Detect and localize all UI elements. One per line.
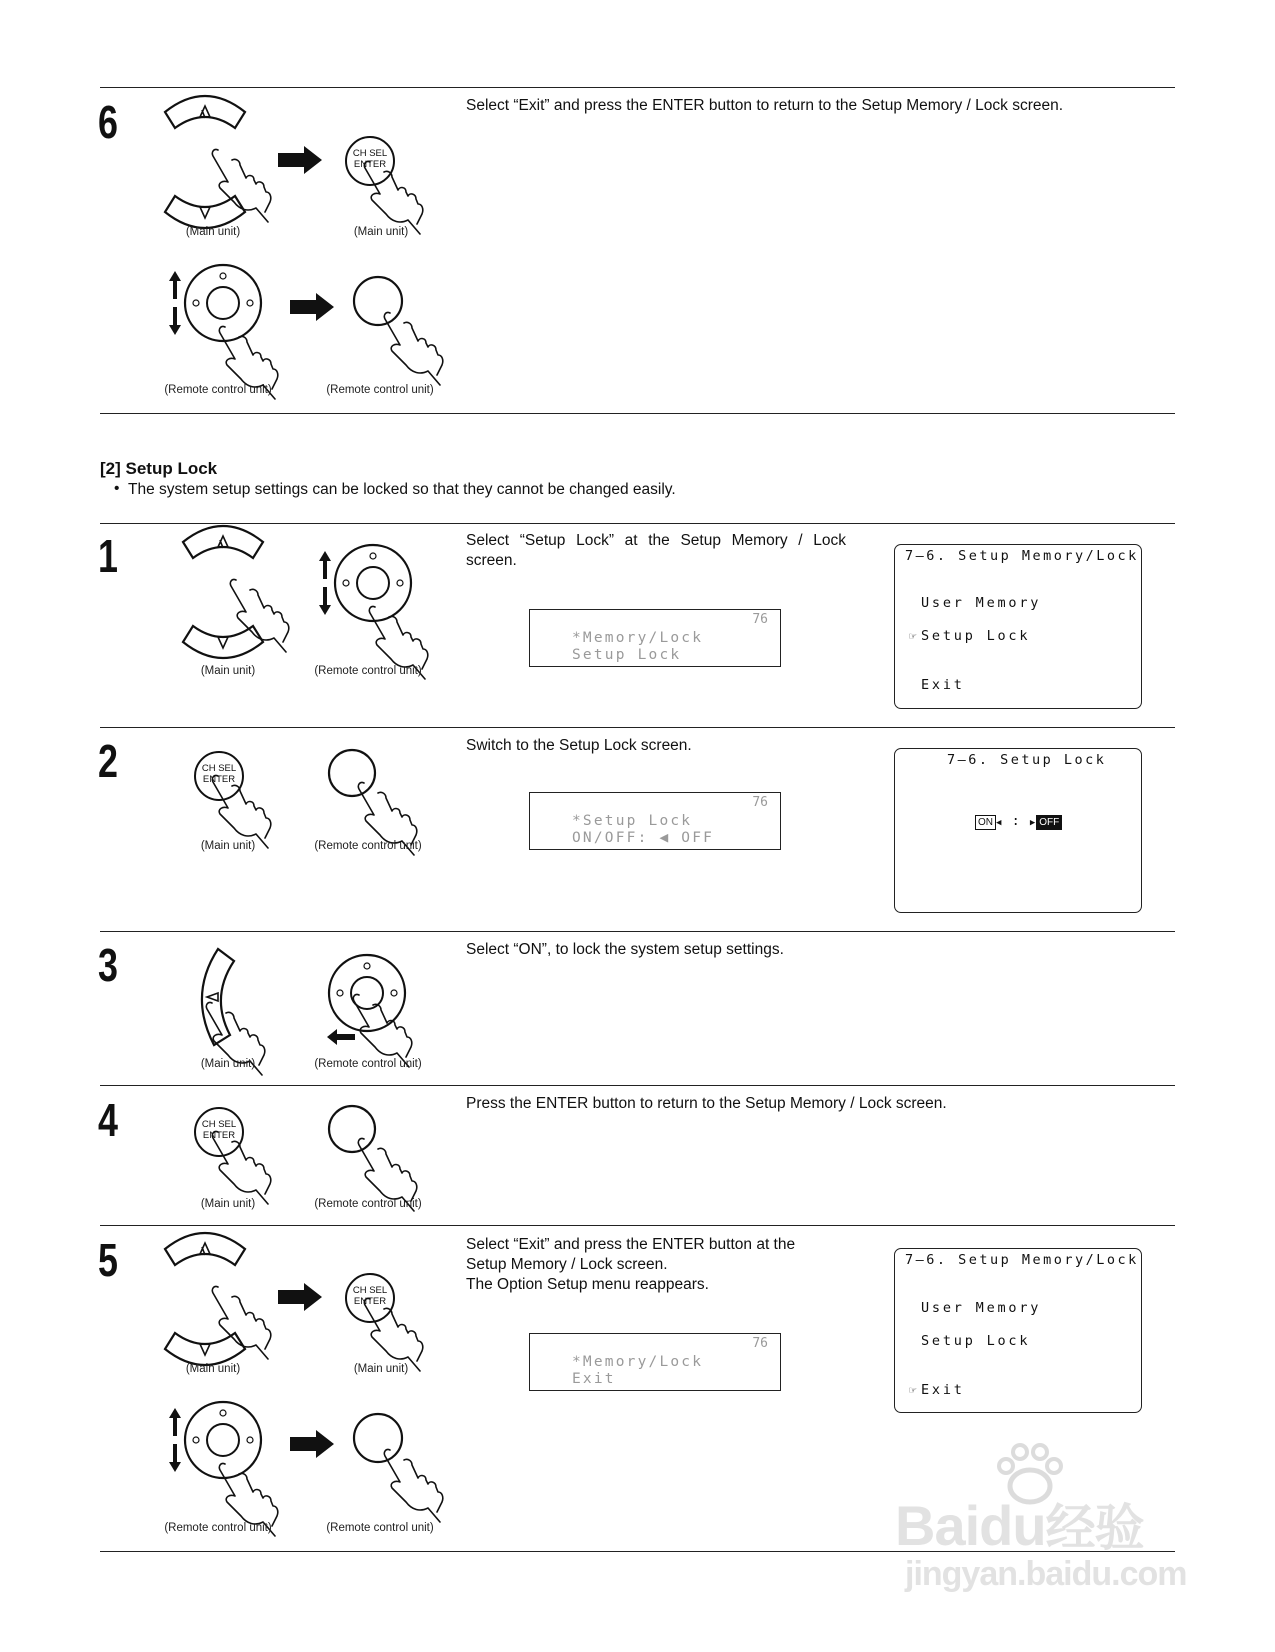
osd-item-exit: Exit (921, 677, 965, 693)
pointing-hand-icon (210, 1128, 270, 1198)
cursor-icon: ☞ (909, 1383, 917, 1397)
lcd-line1: *Memory/Lock (572, 1354, 704, 1370)
osd-separator: : (1011, 813, 1021, 829)
osd-item-user-memory: User Memory (921, 1300, 1042, 1316)
step-2-number: 2 (98, 735, 118, 787)
remote-dial-illustration (305, 535, 435, 655)
enter-button-label-line1: CH SEL (201, 1119, 237, 1130)
caption-main-unit: (Main unit) (353, 1363, 409, 1375)
caption-main-unit: (Main unit) (200, 1058, 256, 1070)
watermark-brand: Baidu经验 (895, 1494, 1144, 1557)
cursor-icon: ☞ (909, 629, 917, 643)
caption-main-unit: (Main unit) (200, 665, 256, 677)
right-arrow-icon (278, 1282, 328, 1312)
caption-remote-control-unit: (Remote control unit) (314, 1058, 422, 1070)
enter-button-label-line2: ENTER (202, 774, 236, 785)
lcd-line1: *Memory/Lock (572, 630, 704, 646)
caption-main-unit: (Main unit) (200, 840, 256, 852)
lcd-tag: 76 (752, 612, 768, 627)
step-2-description: Switch to the Setup Lock screen. (466, 737, 692, 754)
step-3-description: Select “ON”, to lock the system setup settings. (466, 941, 784, 958)
remote-enter-button-illustration (328, 1103, 418, 1193)
right-arrow-icon (290, 292, 340, 322)
osd-off-option: OFF (1036, 815, 1062, 830)
lcd-tag: 76 (752, 795, 768, 810)
remote-enter-button-illustration (350, 275, 440, 365)
step-3-number: 3 (98, 939, 118, 991)
right-arrow-icon (290, 1429, 340, 1459)
caption-main-unit: (Main unit) (200, 1198, 256, 1210)
pointing-hand-icon (362, 1295, 422, 1365)
lcd-display-step2 (529, 792, 781, 850)
enter-button-label-line1: CH SEL (352, 1285, 388, 1296)
remote-dial-left-illustration (315, 945, 435, 1055)
step-1-number: 1 (98, 530, 118, 582)
osd-on-off-selector (975, 813, 1062, 830)
remote-dial-illustration (155, 1392, 285, 1512)
caption-remote-control-unit: (Remote control unit) (164, 1522, 272, 1534)
osd-title: 7—6. Setup Memory/Lock (905, 548, 1139, 564)
right-triangle-icon: ▶ (1029, 818, 1037, 828)
lcd-display-step1 (529, 609, 781, 667)
caption-remote-control-unit: (Remote control unit) (314, 1198, 422, 1210)
osd-title: 7—6. Setup Memory/Lock (905, 1252, 1139, 1268)
caption-remote-control-unit: (Remote control unit) (314, 665, 422, 677)
caption-remote-control-unit: (Remote control unit) (326, 1522, 434, 1534)
osd-screen-step2 (894, 748, 1142, 913)
enter-button-label-line1: CH SEL (201, 763, 237, 774)
watermark-url: jingyan.baidu.com (905, 1555, 1187, 1593)
osd-screen-step5 (894, 1248, 1142, 1413)
left-triangle-icon: ◀ (996, 818, 1003, 828)
main-unit-cursor-buttons-illustration (158, 530, 308, 660)
osd-item-user-memory: User Memory (921, 595, 1042, 611)
osd-title: 7—6. Setup Lock (947, 752, 1107, 768)
remote-enter-button-illustration (350, 1412, 440, 1502)
main-unit-left-button-illustration (180, 945, 290, 1065)
caption-main-unit: (Main unit) (185, 1363, 241, 1375)
caption-main-unit: (Main unit) (185, 226, 241, 238)
step-4-description: Press the ENTER button to return to the Setup Memory / Lock screen. (466, 1095, 947, 1112)
main-unit-cursor-buttons-illustration (140, 100, 290, 225)
lcd-line2: Exit (572, 1371, 616, 1387)
remote-dial-illustration (155, 255, 285, 375)
pointing-hand-icon (210, 772, 270, 842)
step-5-number: 5 (98, 1234, 118, 1286)
step-4-number: 4 (98, 1094, 118, 1146)
osd-item-setup-lock: ☞ Setup Lock (909, 628, 1031, 644)
main-unit-cursor-buttons-illustration (140, 1237, 290, 1362)
step-5-line2: Setup Memory / Lock screen. (466, 1256, 668, 1273)
lcd-line2: ON/OFF: ◀ OFF (572, 830, 715, 846)
osd-item-exit: ☞ Exit (909, 1382, 965, 1398)
step-6-number: 6 (98, 96, 118, 148)
osd-on-option: ON (975, 815, 996, 830)
enter-button-label-line2: ENTER (202, 1130, 236, 1141)
enter-button-label-line1: CH SEL (352, 148, 388, 159)
step-5-line1: Select “Exit” and press the ENTER button at the (466, 1236, 796, 1253)
step-5-description (466, 1235, 795, 1295)
lcd-display-step5 (529, 1333, 781, 1391)
enter-button-label-line2: ENTER (353, 159, 387, 170)
lcd-tag: 76 (752, 1336, 768, 1351)
caption-remote-control-unit: (Remote control unit) (314, 840, 422, 852)
step-5-line3: The Option Setup menu reappears. (466, 1276, 709, 1293)
section-bullet (114, 480, 676, 499)
remote-enter-button-illustration (328, 747, 418, 837)
caption-main-unit: (Main unit) (353, 226, 409, 238)
osd-item-setup-lock: Setup Lock (921, 1333, 1031, 1349)
lcd-line2: Setup Lock (572, 647, 682, 663)
bullet-text: The system setup settings can be locked so that they cannot be changed easily. (128, 481, 676, 498)
section-title: [2] Setup Lock (100, 459, 218, 478)
bullet-mark: • (114, 480, 120, 497)
right-arrow-icon (278, 145, 328, 175)
step-1-description: Select “Setup Lock” at the Setup Memory / Lock screen. (466, 532, 846, 569)
enter-button-label-line2: ENTER (353, 1296, 387, 1307)
caption-remote-control-unit: (Remote control unit) (164, 384, 272, 396)
pointing-hand-icon (362, 158, 422, 228)
lcd-line1: *Setup Lock (572, 813, 693, 829)
osd-screen-step1 (894, 544, 1142, 709)
step-6-description: Select “Exit” and press the ENTER button to return to the Setup Memory / Lock screen. (466, 97, 1064, 114)
caption-remote-control-unit: (Remote control unit) (326, 384, 434, 396)
